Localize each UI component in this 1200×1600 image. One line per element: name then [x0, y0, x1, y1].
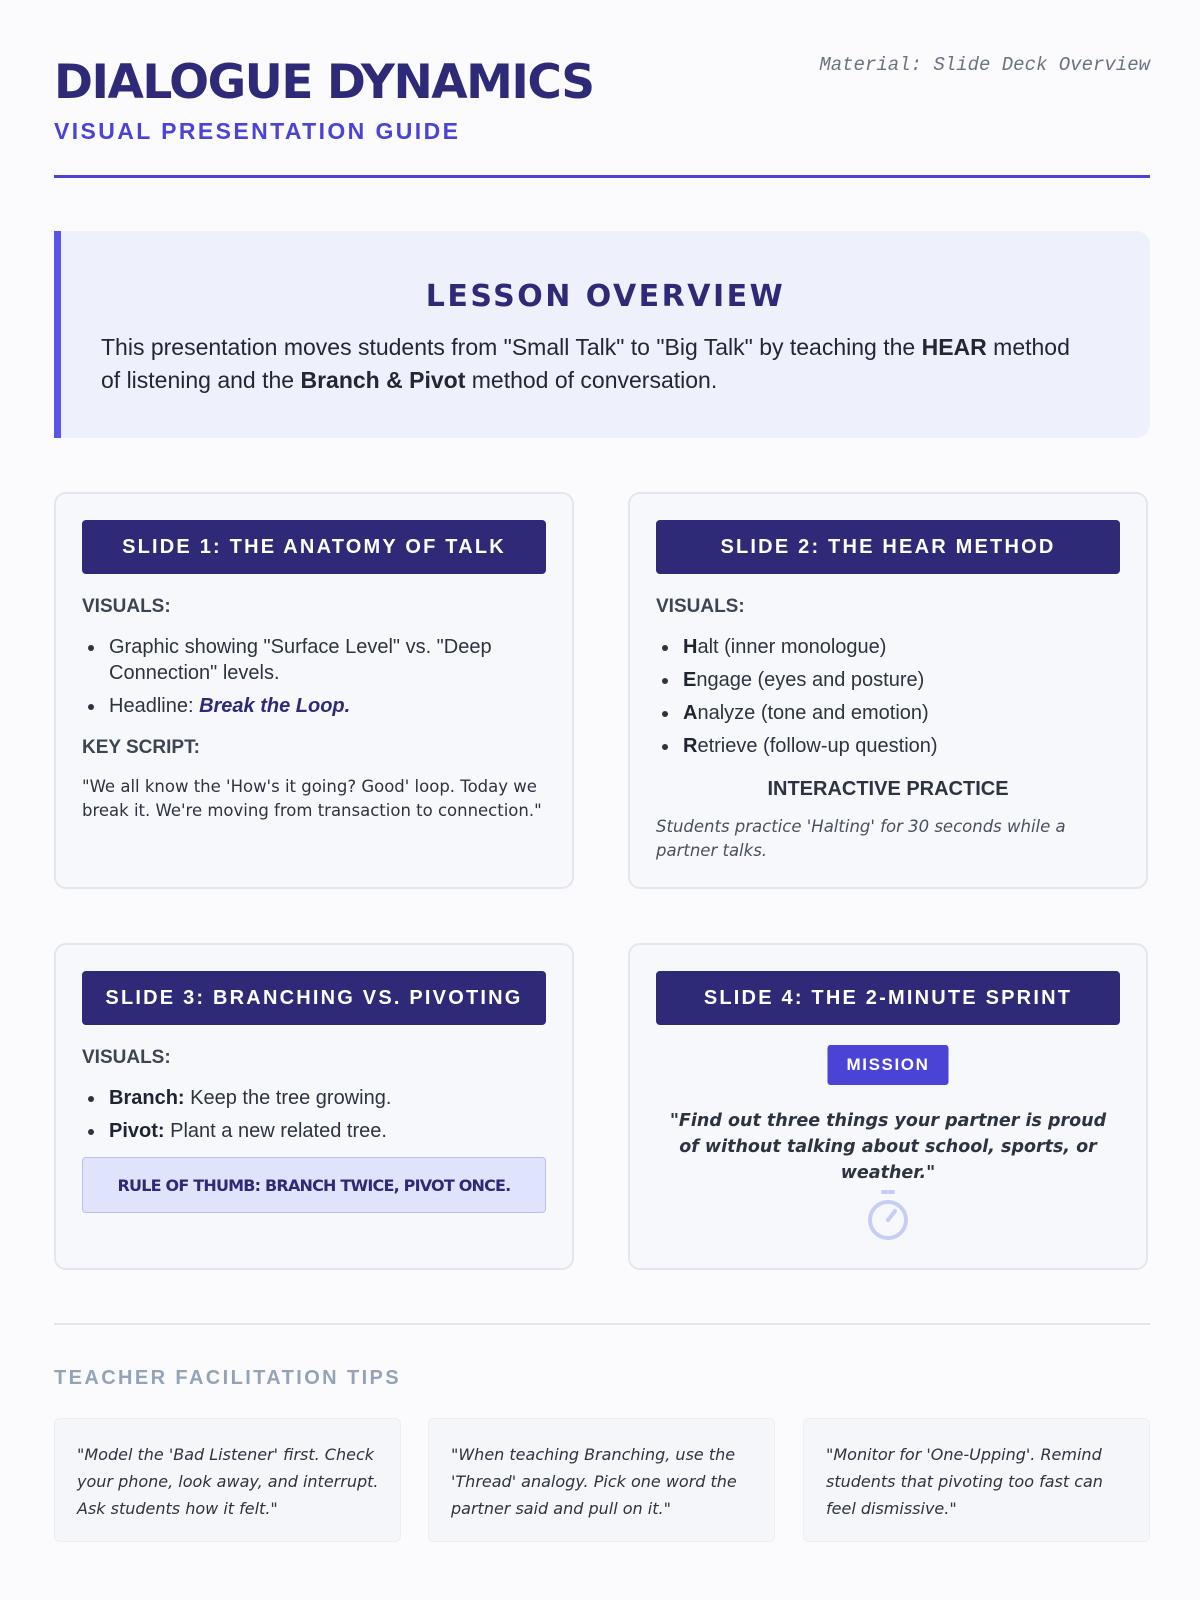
- material-label: Material: Slide Deck Overview: [819, 54, 1150, 76]
- hear-letter: R: [683, 735, 698, 757]
- interactive-practice-text: Students practice 'Halting' for 30 seconds while a partner talks.: [656, 817, 1066, 860]
- branch-label: Branch:: [109, 1087, 185, 1109]
- slide-3-title: SLIDE 3: BRANCHING VS. PIVOTING: [82, 971, 546, 1025]
- slide-card-3: [54, 943, 574, 1270]
- bullet-text: Headline:: [109, 695, 200, 717]
- slide-1-key-script: "We all know the 'How's it going? Good' loop. Today we break it. We're moving from transaction to connection.": [82, 777, 542, 820]
- slide-2-title: SLIDE 2: THE HEAR METHOD: [656, 520, 1120, 574]
- slide-1-visuals-label: VISUALS:: [82, 596, 171, 617]
- hear-letter: H: [683, 636, 698, 658]
- overview-text: [101, 331, 1090, 397]
- hear-text: nalyze (tone and emotion): [697, 702, 929, 724]
- list-item: [82, 693, 546, 719]
- hear-text: alt (inner monologue): [697, 636, 887, 658]
- slide-2-visuals-label: VISUALS:: [656, 596, 745, 617]
- slide-3-visuals-label: VISUALS:: [82, 1047, 171, 1068]
- tips-divider: [54, 1323, 1150, 1325]
- slide-4-title: SLIDE 4: THE 2-MINUTE SPRINT: [656, 971, 1120, 1025]
- lesson-overview: [54, 231, 1150, 438]
- slide-3-visuals-list: [82, 1085, 546, 1151]
- list-item: [82, 634, 546, 686]
- hear-method-list: [656, 634, 1120, 766]
- overview-bold-hear: HEAR: [921, 334, 987, 360]
- slide-1-visuals-list: [82, 634, 546, 726]
- hear-letter: E: [683, 669, 697, 691]
- slide-card-2: [628, 492, 1148, 889]
- rule-of-thumb-box: RULE OF THUMB: BRANCH TWICE, PIVOT ONCE.: [82, 1157, 546, 1213]
- list-item: [82, 1085, 546, 1111]
- overview-heading: LESSON OVERVIEW: [425, 279, 786, 314]
- list-item: [656, 667, 1120, 693]
- hear-text: ngage (eyes and posture): [696, 669, 925, 691]
- hear-letter: A: [683, 702, 698, 724]
- mission-badge: MISSION: [828, 1045, 949, 1085]
- slide-1-script-label: KEY SCRIPT:: [82, 737, 200, 758]
- page-subtitle: VISUAL PRESENTATION GUIDE: [54, 118, 461, 144]
- stopwatch-icon: [865, 1188, 911, 1244]
- bullet-text: Graphic showing "Surface Level" vs. "Deep Connection" levels.: [109, 636, 492, 684]
- page-header: [54, 0, 1150, 178]
- list-item: [656, 700, 1120, 726]
- list-item: [656, 634, 1120, 660]
- mission-quote: "Find out three things your partner is proud of without talking about school, sports, or weather.": [669, 1111, 1107, 1183]
- branch-text: Keep the tree growing.: [184, 1087, 392, 1109]
- slide-card-1: [54, 492, 574, 889]
- pivot-label: Pivot:: [109, 1120, 165, 1142]
- interactive-practice-title: INTERACTIVE PRACTICE: [767, 778, 1009, 800]
- page-title: DIALOGUE DYNAMICS: [54, 55, 594, 110]
- headline-emphasis: Break the Loop.: [199, 695, 351, 717]
- overview-text-part: This presentation moves students from "Small Talk" to "Big Talk" by teaching the: [101, 334, 922, 360]
- tip-card-3: "Monitor for 'One-Upping'. Remind students that pivoting too fast can feel dismissive.": [803, 1418, 1150, 1542]
- pivot-text: Plant a new related tree.: [164, 1120, 387, 1142]
- page: [54, 0, 1150, 1518]
- list-item: [656, 733, 1120, 759]
- hear-text: etrieve (follow-up question): [697, 735, 938, 757]
- slide-card-4: [628, 943, 1148, 1270]
- slide-1-title: SLIDE 1: THE ANATOMY OF TALK: [82, 520, 546, 574]
- list-item: [82, 1118, 546, 1144]
- overview-text-part: method of conversation.: [465, 367, 718, 393]
- overview-text-part: method of listening and the: [101, 334, 1070, 393]
- tips-title: TEACHER FACILITATION TIPS: [54, 1367, 402, 1389]
- tip-card-1: "Model the 'Bad Listener' first. Check your phone, look away, and interrupt. Ask students how it felt.": [54, 1418, 401, 1542]
- overview-bold-branch-pivot: Branch & Pivot: [300, 367, 466, 393]
- tip-card-2: "When teaching Branching, use the 'Thread' analogy. Pick one word the partner said and pull on it.": [428, 1418, 775, 1542]
